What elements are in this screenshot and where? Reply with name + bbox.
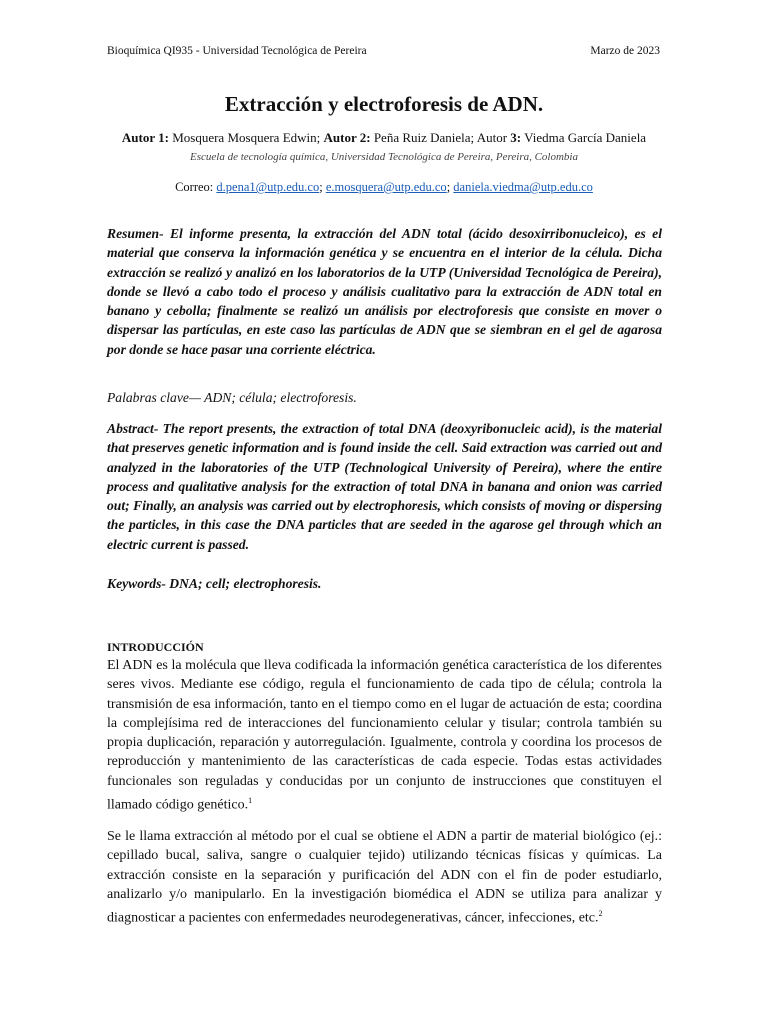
running-header-date: Marzo de 2023 [590, 45, 660, 57]
section-heading-introduccion: INTRODUCCIÓN [107, 640, 204, 654]
author-line [0, 130, 768, 146]
author-1-name: Mosquera Mosquera Edwin; [168, 130, 324, 145]
citation-ref: 1 [248, 796, 253, 806]
email-label: Correo: [175, 180, 217, 194]
author-2-name: Peña Ruiz Daniela; Autor [370, 130, 511, 145]
email-link-2[interactable]: e.mosquera@utp.edu.co [325, 180, 447, 194]
author-1-label: Autor 1: [121, 130, 169, 145]
keywords: Keywords- DNA; cell; electrophoresis. [107, 576, 322, 591]
palabras-clave: Palabras clave— ADN; célula; electroforesis. [107, 390, 357, 405]
resumen-paragraph: Resumen- El informe presenta, la extracción del ADN total (ácido desoxirribonucleico), es el material que conserva la información genética y se encuentra en el interior de la célula. Dicha extracción se realizó y analizó en los laboratorios de la UTP (Universidad Tecnológica de Pereira), donde se llevó a cabo todo el proceso y análisis cualitativo para la extracción de ADN total en banano y cebolla; finalmente se realizó un análisis por electroforesis que consiste en mover o dispersar las partículas, en este caso las partículas de ADN que se siembran en el gel de agarosa por donde se hace pasar una corriente eléctrica. [107, 226, 662, 357]
affiliation: Escuela de tecnología química, Universidad Tecnológica de Pereira, Pereira, Colombia [190, 151, 578, 163]
email-line [0, 180, 768, 195]
email-link-3[interactable]: daniela.viedma@utp.edu.co [453, 180, 593, 194]
intro-paragraph-2 [107, 827, 662, 928]
author-2-label: Autor 2: [323, 130, 371, 145]
citation-ref: 2 [598, 909, 603, 919]
intro-paragraph-1 [107, 656, 662, 815]
abstract-paragraph: Abstract- The report presents, the extraction of total DNA (deoxyribonucleic acid), is the material that preserves genetic information and is found inside the cell. Said extraction was carried out and analyzed in the laboratories of the UTP (Technological University of Pereira), where the entire process and qualitative analysis for the extraction of total DNA in banana and onion was carried out; Finally, an analysis was carried out by electrophoresis, which consists of moving or dispersing the particles, in this case the DNA particles that are seeded in the agarose gel through which an electric current is passed. [107, 421, 662, 552]
email-separator: ; [319, 180, 326, 194]
paper-title: Extracción y electroforesis de ADN. [224, 92, 544, 116]
email-link-1[interactable]: d.pena1@utp.edu.co [216, 180, 320, 194]
email-separator: ; [446, 180, 454, 194]
running-header-left: Bioquímica QI935 - Universidad Tecnológica de Pereira [107, 45, 367, 57]
author-3-label: 3: [510, 130, 522, 145]
intro-paragraph-1-text: El ADN es la molécula que lleva codificada la información genética característica de los diferentes seres vivos. Mediante ese código, regula el funcionamiento de cada tipo de célula; controla la transmisión de esa información, tanto en el tiempo como en el lugar de actuación de esta; coordina la complejísima red de interacciones del funcionamiento celular y tisular; controla también su propia duplicación, reparación y autorregulación. Igualmente, controla y coordina los procesos de reproducción y mantenimiento de las características de cada especie. Todas estas actividades funcionales son reguladas y conducidas por un conjunto de instrucciones que constituyen el llamado código genético. [107, 658, 662, 813]
author-3-name: Viedma García Daniela [521, 130, 647, 145]
intro-paragraph-2-text: Se le llama extracción al método por el cual se obtiene el ADN a partir de material biológico (ej.: cepillado bucal, saliva, sangre o cualquier tejido) utilizando técnicas físicas y químicas. La extracción consiste en la separación y purificación del ADN con el fin de poder estudiarlo, analizarlo y/o manipularlo. En la investigación biomédica el ADN se utiliza para analizar y diagnosticar a pacientes con enfermedades neurodegenerativas, cáncer, infecciones, etc. [107, 829, 662, 926]
